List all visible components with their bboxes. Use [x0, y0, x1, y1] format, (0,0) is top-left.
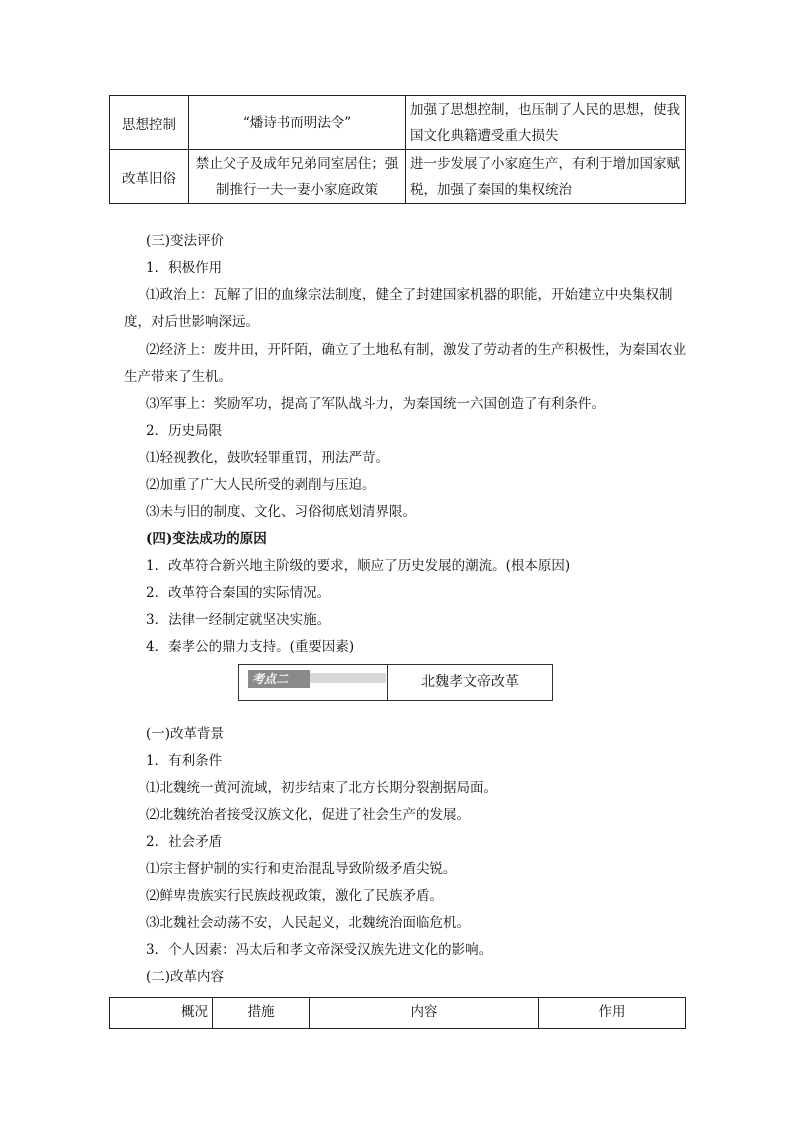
- table-cell-effect: 加强了思想控制，也压制了人民的思想，使我国文化典籍遭受重大损失: [406, 96, 686, 150]
- section-heading: (一)改革背景: [146, 726, 225, 742]
- subheading: 2．社会矛盾: [146, 834, 223, 850]
- table-cell-measure: “燔诗书而明法令”: [189, 96, 406, 150]
- table-header: 作用: [539, 998, 686, 1029]
- table-cell-item: 思想控制: [110, 96, 189, 150]
- list-item: ⑵北魏统治者接受汉族文化，促进了社会生产的发展。: [146, 807, 470, 823]
- list-item: 3．个人因素：冯太后和孝文帝深受汉族先进文化的影响。: [146, 942, 493, 958]
- keypoint-title: 北魏孝文帝改革: [421, 674, 519, 690]
- reform-table-top: [109, 95, 686, 204]
- keypoint-badge: 考点二: [248, 670, 310, 688]
- list-item: ⑶未与旧的制度、文化、习俗彻底划清界限。: [146, 504, 416, 520]
- table-header: 措施: [213, 998, 310, 1029]
- list-item: 1．改革符合新兴地主阶级的要求，顺应了历史发展的潮流。(根本原因): [146, 558, 571, 574]
- section-heading: (三)变法评价: [146, 233, 225, 249]
- subheading: 1．积极作用: [146, 260, 223, 276]
- list-item: ⑶北魏社会动荡不安，人民起义，北魏统治面临危机。: [146, 915, 470, 931]
- subheading: 2．历史局限: [146, 423, 223, 439]
- section-heading: (四)变法成功的原因: [146, 531, 267, 547]
- list-item: ⑴北魏统一黄河流域，初步结束了北方长期分裂割据局面。: [146, 780, 497, 796]
- table-header-row: [110, 998, 686, 1029]
- table-cell-item: 改革旧俗: [110, 150, 189, 204]
- paragraph: ⑶军事上：奖励军功，提高了军队战斗力，为秦国统一六国创造了有利条件。: [146, 396, 605, 412]
- list-item: ⑴宗主督护制的实行和吏治混乱导致阶级矛盾尖锐。: [146, 861, 457, 877]
- paragraph: ⑴政治上：瓦解了旧的血缘宗法制度，健全了封建国家机器的职能，开始建立中央集权制度，对后世影响深远。: [124, 287, 673, 330]
- table-row: [110, 150, 686, 204]
- table-header: 内容: [310, 998, 539, 1029]
- list-item: ⑵鲜卑贵族实行民族歧视政策，激化了民族矛盾。: [146, 888, 443, 904]
- list-item: ⑵加重了广大人民所受的剥削与压迫。: [146, 477, 376, 493]
- reform-table-bottom: [109, 997, 686, 1029]
- section-heading: (二)改革内容: [146, 969, 225, 985]
- keypoint-label-cell: [239, 665, 388, 700]
- list-item: 3．法律一经制定就坚决实施。: [146, 612, 331, 628]
- list-item: ⑴轻视教化，鼓吹轻罪重罚，刑法严苛。: [146, 450, 389, 466]
- keypoint-box: [238, 664, 553, 701]
- paragraph: ⑵经济上：废井田，开阡陌，确立了土地私有制，激发了劳动者的生产积极性，为秦国农业生产带来了生机。: [124, 342, 686, 385]
- table-header: 概况: [110, 998, 213, 1029]
- table-cell-effect: 进一步发展了小家庭生产，有利于增加国家赋税，加强了秦国的集权统治: [406, 150, 686, 204]
- keypoint-bar: [306, 673, 386, 683]
- list-item: 4．秦孝公的鼎力支持。(重要因素): [146, 639, 355, 655]
- list-item: 2．改革符合秦国的实际情况。: [146, 585, 331, 601]
- table-cell-measure: 禁止父子及成年兄弟同室居住；强制推行一夫一妻小家庭政策: [189, 150, 406, 204]
- subheading: 1．有利条件: [146, 753, 223, 769]
- table-row: [110, 96, 686, 150]
